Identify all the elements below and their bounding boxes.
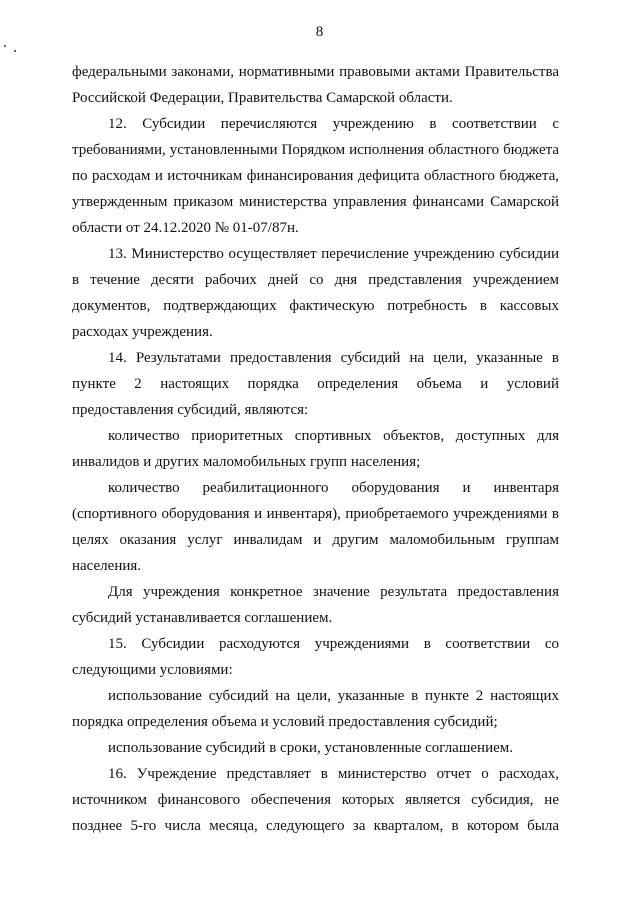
paragraph-15-item-2: использование субсидий в сроки, установленные соглашением. [108,740,514,756]
paragraph-12: 12. Субсидии перечисляются учреждению в соответствии с требованиями, установленными Порядком исполнения областного бюджета по расходам и источникам финансирования дефицита областного бюджета, утвержденным приказом министерства управления финансами Самарской области от 24.12.2020 № 01-07/87н. [72,116,559,236]
paragraph-14-item-1: количество приоритетных спортивных объектов, доступных для инвалидов и других маломобильных групп населения; [72,428,559,470]
paragraph-15-item-1: использование субсидий на цели, указанные в пункте 2 настоящих порядка определения объема и условий предоставления субсидий; [72,688,559,730]
paragraph-continuation: федеральными законами, нормативными правовыми актами Правительства Российской Федерации, Правительства Самарской области. [72,64,559,106]
scan-speck [4,45,6,47]
scan-speck [14,50,16,52]
paragraph-15: 15. Субсидии расходуются учреждениями в соответствии со следующими условиями: [72,636,559,678]
page-number: 8 [315,24,324,40]
paragraph-14-result-note: Для учреждения конкретное значение результата предоставления субсидий устанавливается соглашением. [72,584,559,626]
paragraph-13: 13. Министерство осуществляет перечисление учреждению субсидии в течение десяти рабочих дней со дня представления учреждением документов, подтверждающих фактическую потребность в кассовых расходах учреждения. [72,246,559,340]
paragraph-14-item-2: количество реабилитационного оборудования и инвентаря (спортивного оборудования и инвентаря), приобретаемого учреждениями в целях оказания услуг инвалидам и другим маломобильным группам населения. [72,480,559,574]
paragraph-16: 16. Учреждение представляет в министерство отчет о расходах, источником финансового обеспечения которых является субсидия, не позднее 5-го числа месяца, следующего за кварталом, в котором была [72,766,559,834]
document-body [72,59,559,839]
paragraph-14: 14. Результатами предоставления субсидий на цели, указанные в пункте 2 настоящих порядка определения объема и условий предоставления субсидий, являются: [72,350,559,418]
